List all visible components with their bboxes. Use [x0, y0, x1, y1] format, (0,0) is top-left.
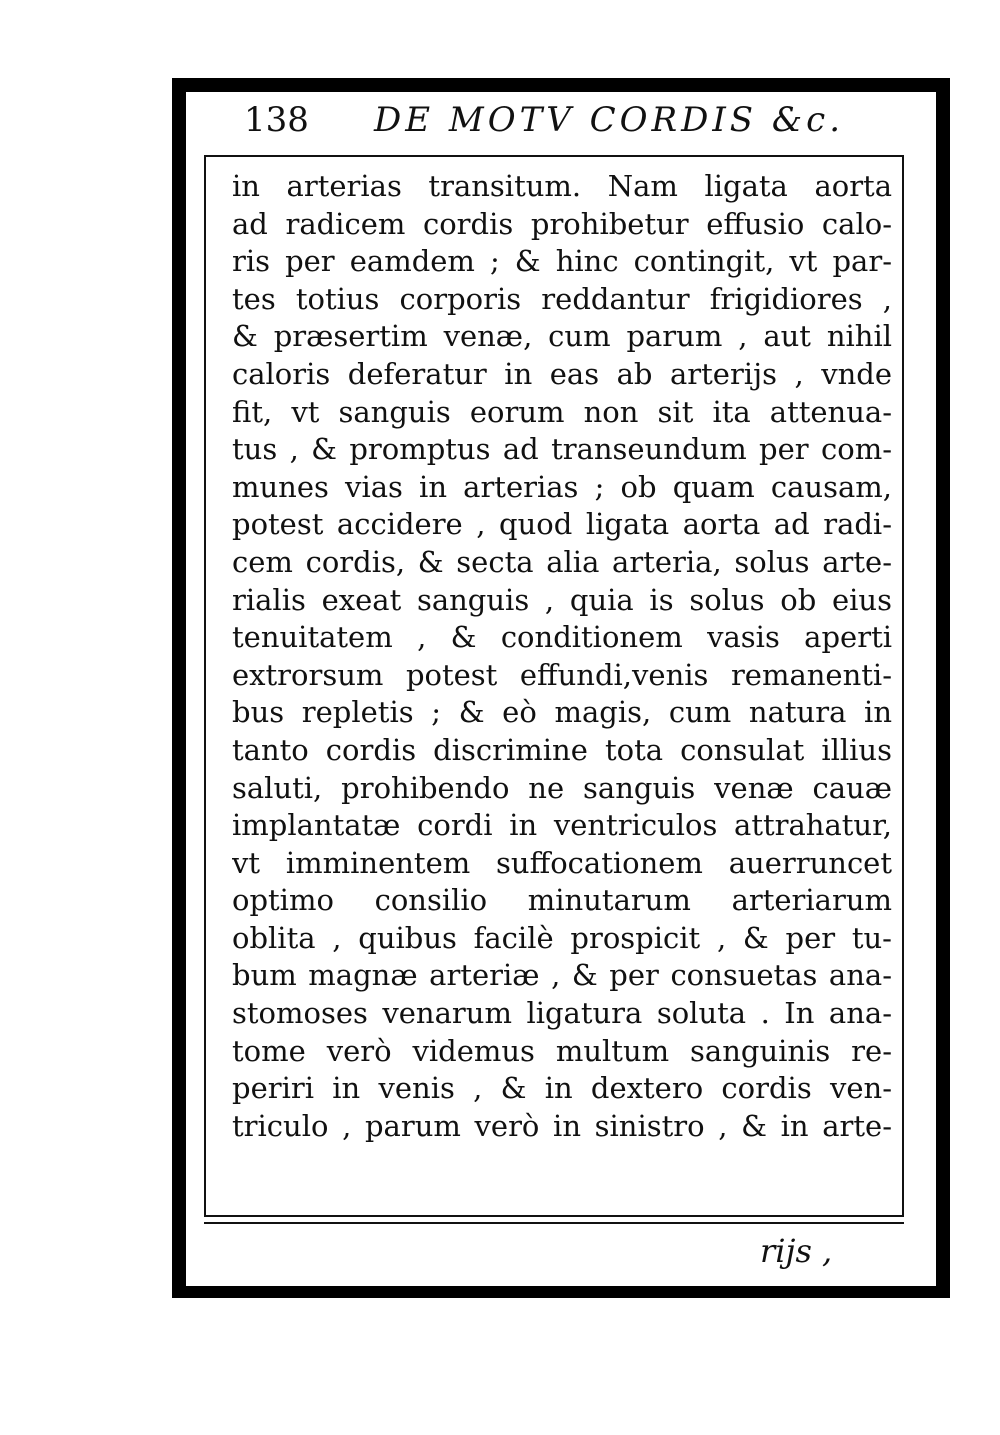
text-line: implantatæ cordi in ventriculos attrahatur,: [232, 808, 892, 843]
text-line: ad radicem cordis prohibetur effusio calo-: [232, 206, 892, 241]
text-line: fit, vt sanguis eorum non sit ita attenua-: [232, 394, 892, 429]
text-line: vt imminentem suffocationem auerruncet: [232, 845, 892, 880]
text-line: oblita , quibus facilè prospicit , & per tu-: [232, 920, 892, 955]
text-line: optimo consilio minutarum arteriarum: [232, 883, 892, 918]
frame-rule-bottom: [172, 1286, 950, 1298]
text-line: munes vias in arterias ; ob quam causam,: [232, 469, 892, 504]
text-line: bus repletis ; & eò magis, cum natura in: [232, 695, 892, 730]
text-line: saluti, prohibendo ne sanguis venæ cauæ: [232, 770, 892, 805]
catchword: rijs ,: [760, 1232, 833, 1270]
text-line: caloris deferatur in eas ab arterijs , vnde: [232, 356, 892, 391]
frame-rule-left: [172, 78, 186, 1298]
text-frame-underline: [204, 1222, 904, 1224]
text-line: periri in venis , & in dextero cordis ven-: [232, 1071, 892, 1106]
text-line: bum magnæ arteriæ , & per consuetas ana-: [232, 958, 892, 993]
text-line: ris per eamdem ; & hinc contingit, vt par-: [232, 244, 892, 279]
text-line: rialis exeat sanguis , quia is solus ob eius: [232, 582, 892, 617]
text-line: tenuitatem , & conditionem vasis aperti: [232, 620, 892, 655]
text-line: potest accidere , quod ligata aorta ad radi-: [232, 507, 892, 542]
text-line: & præsertim venæ, cum parum , aut nihil: [232, 319, 892, 354]
running-head: [244, 100, 884, 146]
text-line: triculo , parum verò in sinistro , & in arte-: [232, 1108, 892, 1143]
text-line: tanto cordis discrimine tota consulat illius: [232, 732, 892, 767]
running-title: DE MOTV CORDIS &c.: [374, 100, 845, 140]
text-line: tes totius corporis reddantur frigidiores ,: [232, 281, 892, 316]
text-line: in arterias transitum. Nam ligata aorta: [232, 169, 892, 203]
page-number: 138: [244, 100, 309, 140]
text-line: cem cordis, & secta alia arteria, solus arte-: [232, 544, 892, 579]
frame-rule-top: [172, 78, 950, 92]
body-text: [232, 168, 892, 1145]
frame-rule-right: [936, 78, 950, 1298]
text-line: tome verò videmus multum sanguinis re-: [232, 1033, 892, 1068]
text-line: tus , & promptus ad transeundum per com-: [232, 432, 892, 467]
text-line: extrorsum potest effundi,venis remanenti-: [232, 657, 892, 692]
text-line: stomoses venarum ligatura soluta . In ana-: [232, 996, 892, 1031]
